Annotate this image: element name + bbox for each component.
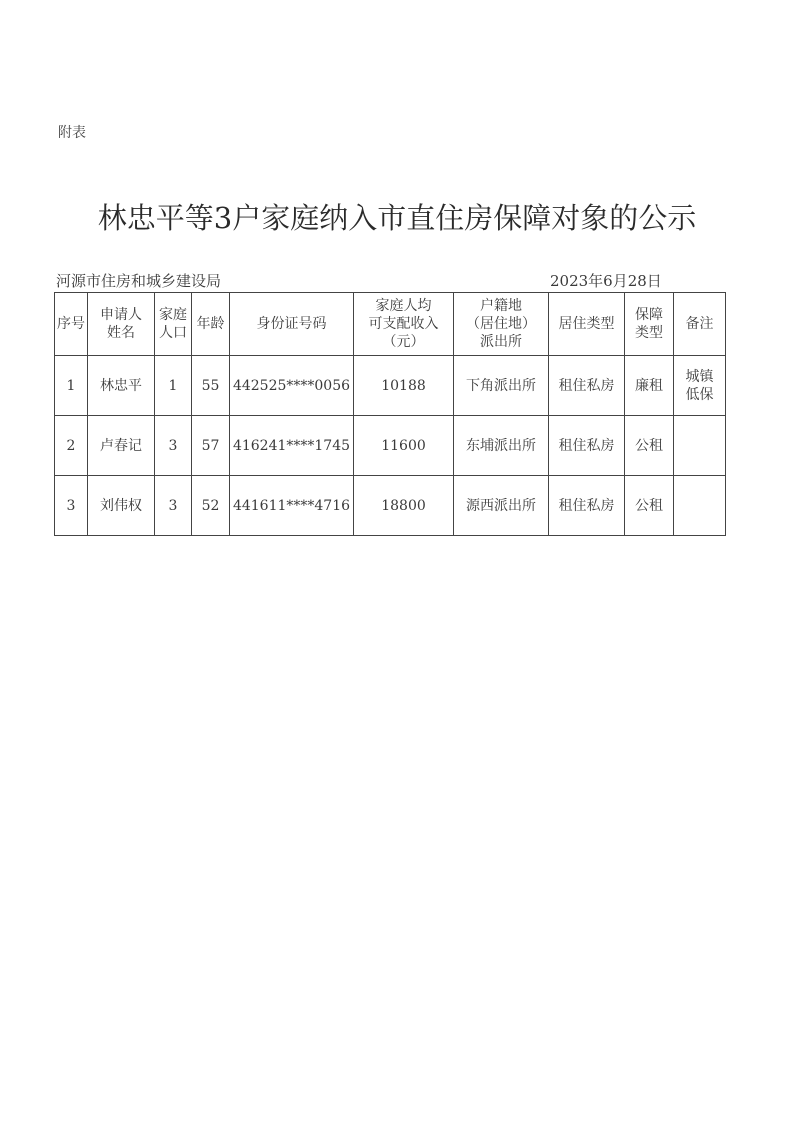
cell-type: 廉租	[625, 356, 674, 416]
page-title: 林忠平等3户家庭纳入市直住房保障对象的公示	[97, 201, 697, 235]
cell-id: 442525****0056	[230, 356, 354, 416]
table-header-row	[55, 293, 726, 356]
cell-name: 卢春记	[88, 416, 155, 476]
attachment-label: 附表	[58, 125, 86, 141]
cell-name: 林忠平	[88, 356, 155, 416]
cell-income: 18800	[354, 476, 454, 536]
cell-household: 1	[155, 356, 192, 416]
cell-type: 公租	[625, 416, 674, 476]
cell-police: 源西派出所	[454, 476, 549, 536]
applicant-table	[54, 292, 726, 536]
column-header: 申请人 姓名	[88, 293, 155, 356]
cell-age: 57	[192, 416, 230, 476]
cell-residence: 租住私房	[549, 416, 625, 476]
cell-type: 公租	[625, 476, 674, 536]
cell-household: 3	[155, 416, 192, 476]
table-row	[55, 356, 726, 416]
column-header: 保障 类型	[625, 293, 674, 356]
column-header: 户籍地 （居住地） 派出所	[454, 293, 549, 356]
column-header: 序号	[55, 293, 88, 356]
cell-note	[674, 416, 726, 476]
table-row	[55, 416, 726, 476]
cell-name: 刘伟权	[88, 476, 155, 536]
cell-residence: 租住私房	[549, 476, 625, 536]
cell-no: 1	[55, 356, 88, 416]
table-row	[55, 476, 726, 536]
column-header: 年龄	[192, 293, 230, 356]
cell-id: 441611****4716	[230, 476, 354, 536]
column-header: 家庭 人口	[155, 293, 192, 356]
cell-age: 52	[192, 476, 230, 536]
cell-income: 10188	[354, 356, 454, 416]
cell-no: 2	[55, 416, 88, 476]
cell-police: 东埔派出所	[454, 416, 549, 476]
cell-note: 城镇 低保	[674, 356, 726, 416]
column-header: 居住类型	[549, 293, 625, 356]
organization-name: 河源市住房和城乡建设局	[56, 272, 222, 290]
cell-no: 3	[55, 476, 88, 536]
cell-residence: 租住私房	[549, 356, 625, 416]
cell-income: 11600	[354, 416, 454, 476]
publish-date: 2023年6月28日	[550, 272, 662, 290]
cell-household: 3	[155, 476, 192, 536]
cell-police: 下角派出所	[454, 356, 549, 416]
cell-id: 416241****1745	[230, 416, 354, 476]
cell-age: 55	[192, 356, 230, 416]
column-header: 家庭人均 可支配收入 （元）	[354, 293, 454, 356]
column-header: 备注	[674, 293, 726, 356]
cell-note	[674, 476, 726, 536]
column-header: 身份证号码	[230, 293, 354, 356]
